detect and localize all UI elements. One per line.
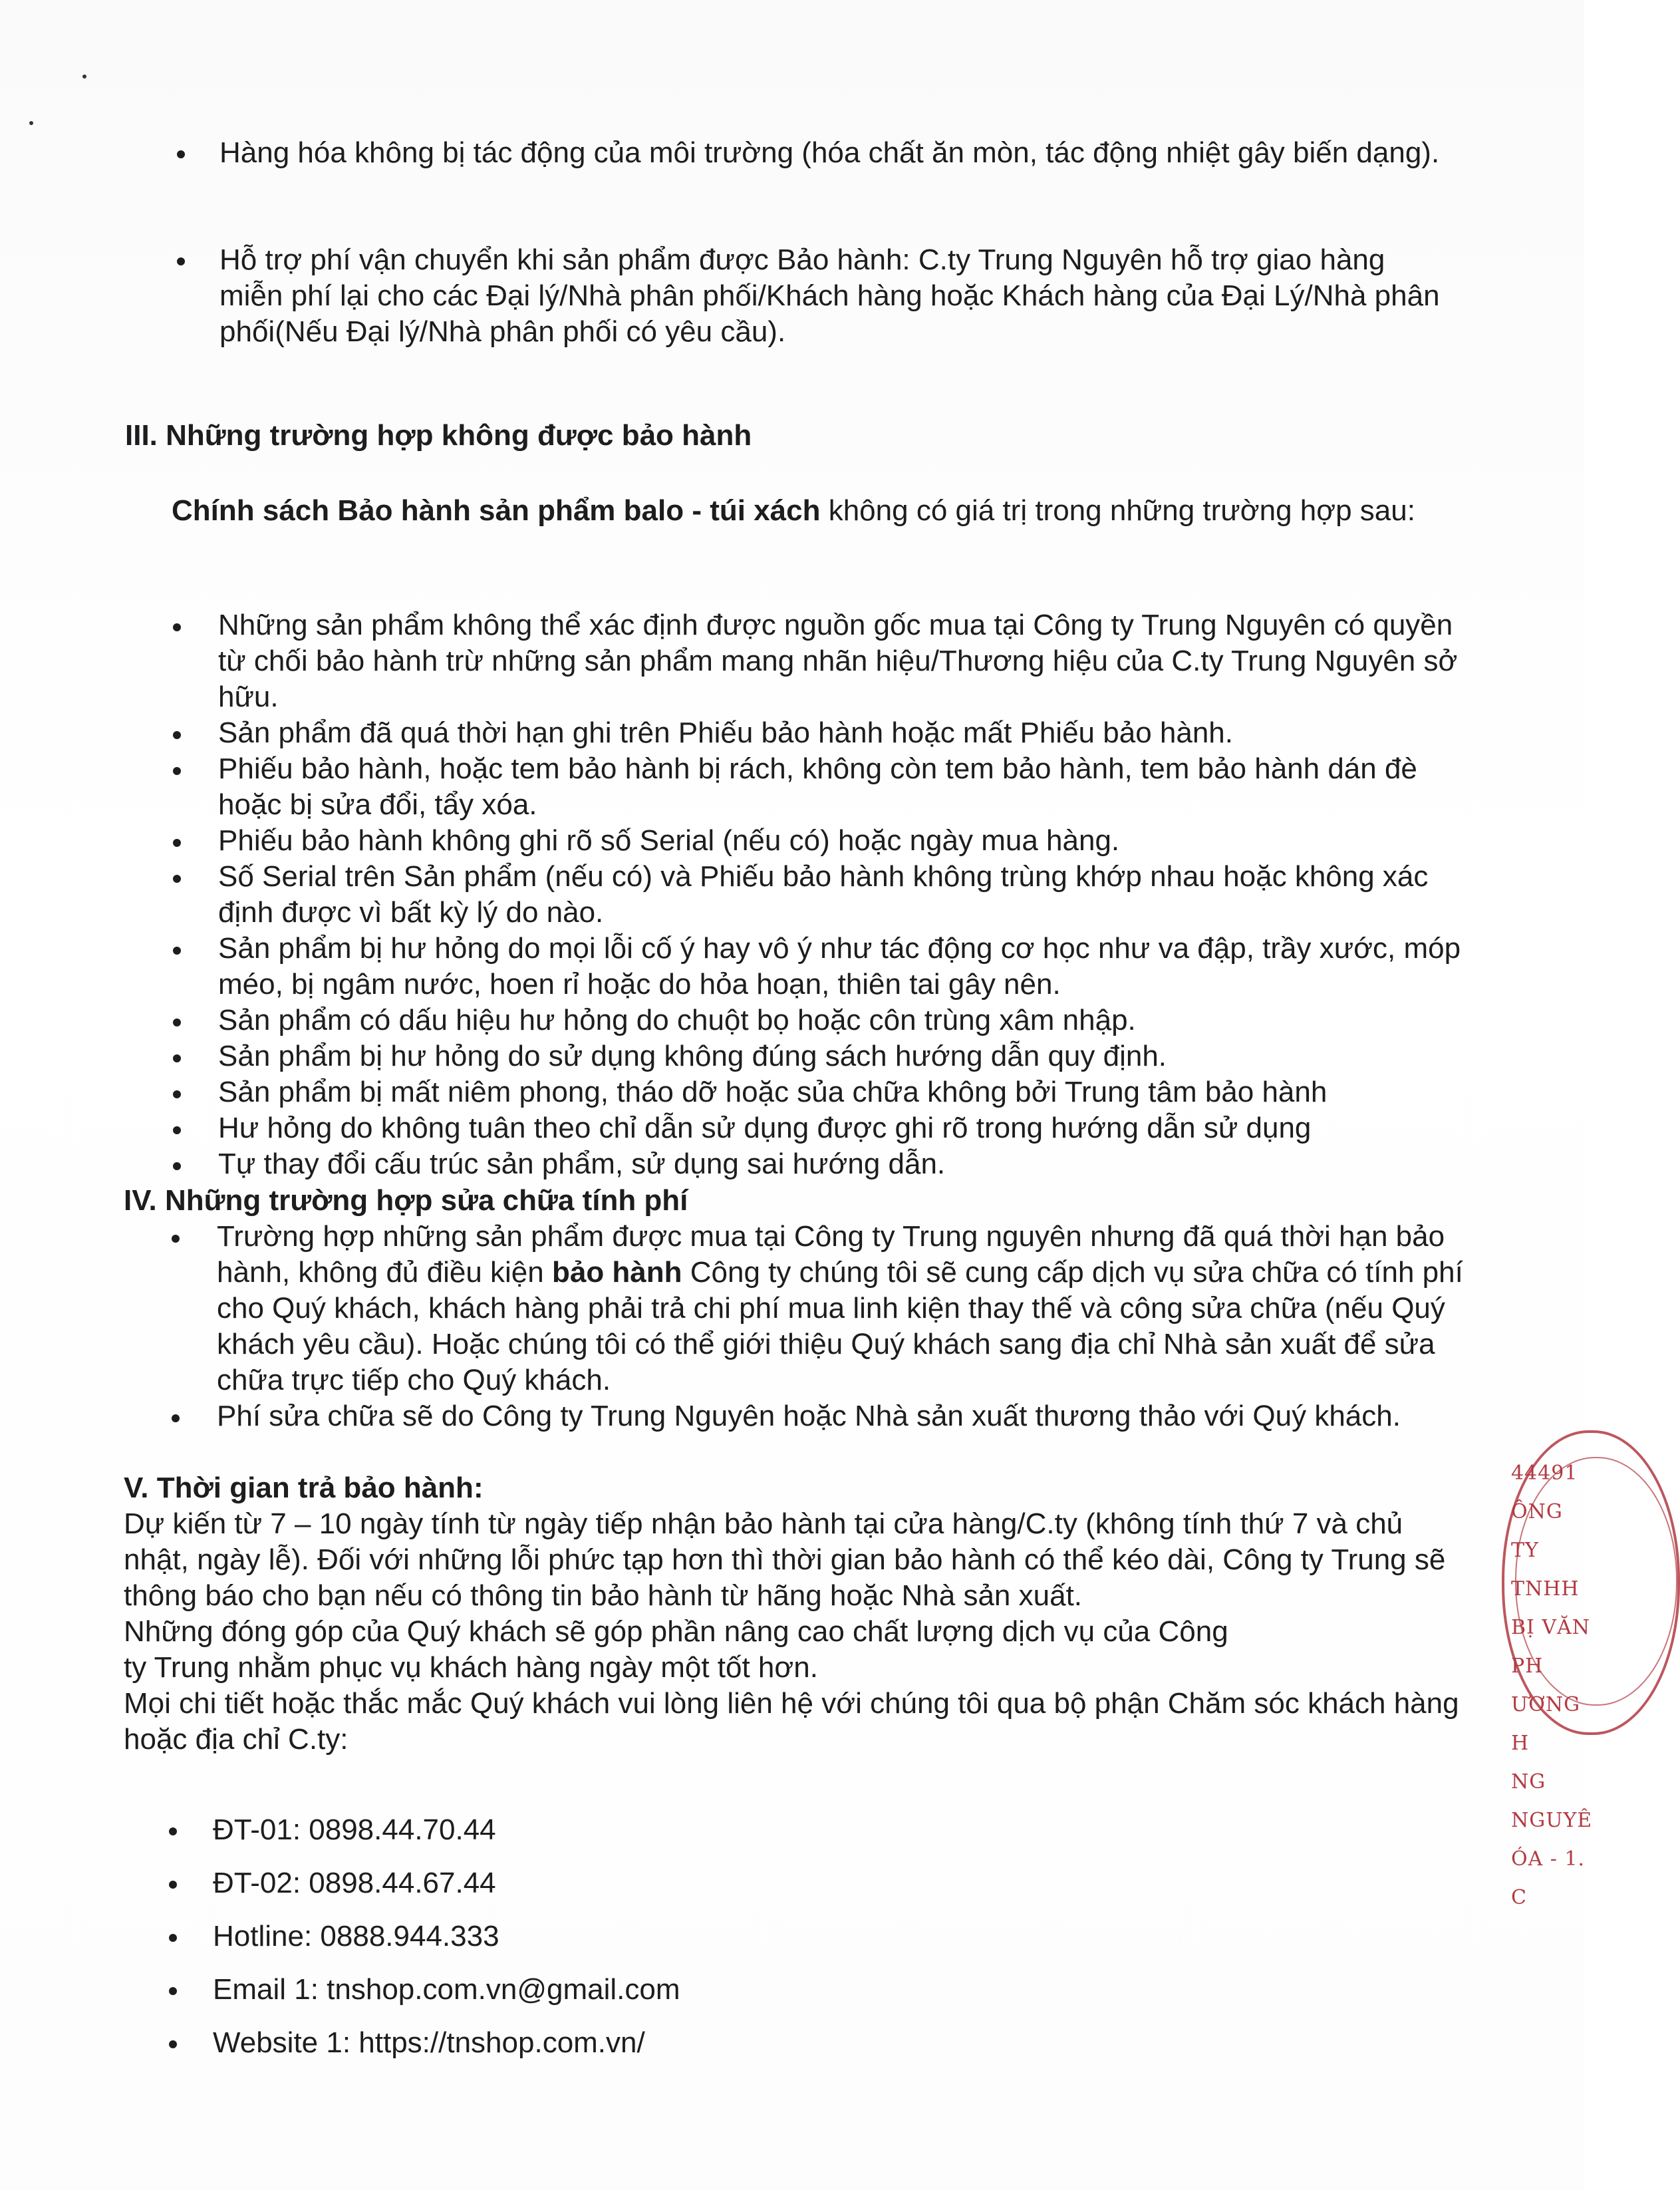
stamp-line: TNHH [1511, 1577, 1580, 1601]
list-item: Số Serial trên Sản phẩm (nếu có) và Phiếu bảo hành không trùng khớp nhau hoặc không xác định được vì bất kỳ lý do nào. [172, 859, 1475, 931]
section4-item1-text-cont: Công ty chúng tôi sẽ cung cấp dịch vụ sửa chữa có tính phí cho Quý khách, khách hàng phải trả chi phí mua linh kiện thay thế và công sửa chữa (nếu Quý khách yêu cầu). Hoặc chúng tôi có thể giới thiệu Quý khách sang địa chỉ Nhà sản xuất để sửa chữa trực tiếp cho Quý khách. [217, 1256, 1463, 1396]
section4-heading: IV. Những trường hợp sửa chữa tính phí [124, 1184, 688, 1217]
list-item: Sản phẩm có dấu hiệu hư hỏng do chuột bọ hoặc côn trùng xâm nhập. [172, 1003, 1475, 1038]
section4-item-list [170, 1219, 1474, 1434]
list-item: Hàng hóa không bị tác động của môi trường (hóa chất ăn mòn, tác động nhiệt gây biến dạng). [172, 135, 1455, 171]
scan-speck [29, 121, 33, 125]
section4-item1-text: Trường hợp những sản phẩm được mua tại Công ty Trung nguyên nhưng đã quá thời hạn bảo hành, không đủ điều kiện [217, 1220, 1445, 1289]
section4-item1-bold: bảo hành [551, 1256, 682, 1289]
stamp-text [1511, 1454, 1595, 1917]
contact-block [168, 1803, 1099, 2070]
list-item: Sản phẩm bị hư hỏng do mọi lỗi cố ý hay vô ý như tác động cơ học như va đập, trầy xước, móp méo, bị ngâm nước, hoen rỉ hoặc do hỏa hoạn, thiên tai gây nên. [172, 931, 1475, 1003]
section3-intro-rest: không có giá trị trong những trường hợp sau: [820, 494, 1415, 527]
section5-paragraph-contact: Mọi chi tiết hoặc thắc mắc Quý khách vui lòng liên hệ với chúng tôi qua bộ phận Chăm sóc khách hàng hoặc địa chỉ C.ty: [124, 1687, 1459, 1756]
stamp-line: ÔNG TY [1511, 1500, 1563, 1562]
contact-list [168, 1803, 1099, 2070]
section2-bullets-block [172, 135, 1455, 350]
section3-heading: III. Những trường hợp không được bảo hành [125, 419, 752, 452]
list-item: Những sản phẩm không thể xác định được nguồn gốc mua tại Công ty Trung Nguyên có quyền từ chối bảo hành trừ những sản phẩm mang nhãn hiệu/Thương hiệu của C.ty Trung Nguyên sở hữu. [172, 607, 1475, 715]
section3-intro-bold: Chính sách Bảo hành sản phẩm balo - túi xách [172, 494, 821, 527]
stamp-line: NG NGUYÊ [1511, 1770, 1593, 1832]
list-item: Phí sửa chữa sẽ do Công ty Trung Nguyên hoặc Nhà sản xuất thương thảo với Quý khách. [170, 1398, 1474, 1434]
section3-items-block [172, 607, 1475, 1182]
list-item: Phiếu bảo hành, hoặc tem bảo hành bị rách, không còn tem bảo hành, tem bảo hành dán đè hoặc bị sửa đổi, tẩy xóa. [172, 751, 1475, 823]
list-item: Sản phẩm bị mất niêm phong, tháo dỡ hoặc sủa chữa không bởi Trung tâm bảo hành [172, 1074, 1475, 1110]
list-item [170, 1219, 1474, 1398]
list-item: Sản phẩm đã quá thời hạn ghi trên Phiếu bảo hành hoặc mất Phiếu bảo hành. [172, 715, 1475, 751]
stamp-line: ƯƠNG H [1511, 1693, 1581, 1755]
list-item: Phiếu bảo hành không ghi rõ số Serial (nếu có) hoặc ngày mua hàng. [172, 823, 1475, 859]
contact-website: Website 1: https://tnshop.com.vn/ [168, 2016, 1099, 2070]
company-stamp [1488, 1430, 1595, 1909]
section5-body [124, 1506, 1474, 1758]
contact-phone-1: ĐT-01: 0898.44.70.44 [168, 1803, 1099, 1857]
stamp-line: 44491 [1511, 1462, 1578, 1485]
section4-items-block [170, 1219, 1474, 1434]
contact-email: Email 1: tnshop.com.vn@gmail.com [168, 1963, 1099, 2016]
contact-phone-2: ĐT-02: 0898.44.67.44 [168, 1857, 1099, 1910]
stamp-line: BỊ VĂN PH [1511, 1616, 1591, 1678]
section5-heading: V. Thời gian trả bảo hành: [124, 1472, 484, 1504]
stamp-line: ÓA - 1. C [1511, 1847, 1586, 1909]
scan-speck [82, 75, 86, 78]
list-item: Tự thay đổi cấu trúc sản phẩm, sử dụng sai hướng dẫn. [172, 1146, 1475, 1182]
section5-paragraph-turnaround: Dự kiến từ 7 – 10 ngày tính từ ngày tiếp nhận bảo hành tại cửa hàng/C.ty (không tính thứ 7 và chủ nhật, ngày lễ). Đối với những lỗi phức tạp hơn thì thời gian bảo hành có thể kéo dài, Công ty Trung sẽ thông báo cho bạn nếu có thông tin bảo hành từ hãng hoặc Nhà sản xuất. [124, 1507, 1446, 1612]
list-item: Hỗ trợ phí vận chuyển khi sản phẩm được Bảo hành: C.ty Trung Nguyên hỗ trợ giao hàng miễn phí lại cho các Đại lý/Nhà phân phối/Khách hàng hoặc Khách hàng của Đại Lý/Nhà phân phối(Nếu Đại lý/Nhà phân phối có yêu cầu). [172, 242, 1455, 350]
list-item: Hư hỏng do không tuân theo chỉ dẫn sử dụng được ghi rõ trong hướng dẫn sử dụng [172, 1110, 1475, 1146]
list-item: Sản phẩm bị hư hỏng do sử dụng không đúng sách hướng dẫn quy định. [172, 1038, 1475, 1074]
contact-hotline: Hotline: 0888.944.333 [168, 1910, 1099, 1963]
section2-bullet-list [172, 135, 1455, 350]
section5-paragraph-feedback: Những đóng góp của Quý khách sẽ góp phần nâng cao chất lượng dịch vụ của Công ty Trung nhằm phục vụ khách hàng ngày một tốt hơn. [124, 1615, 1228, 1684]
section3-item-list [172, 607, 1475, 1182]
section3-intro [172, 493, 1455, 529]
